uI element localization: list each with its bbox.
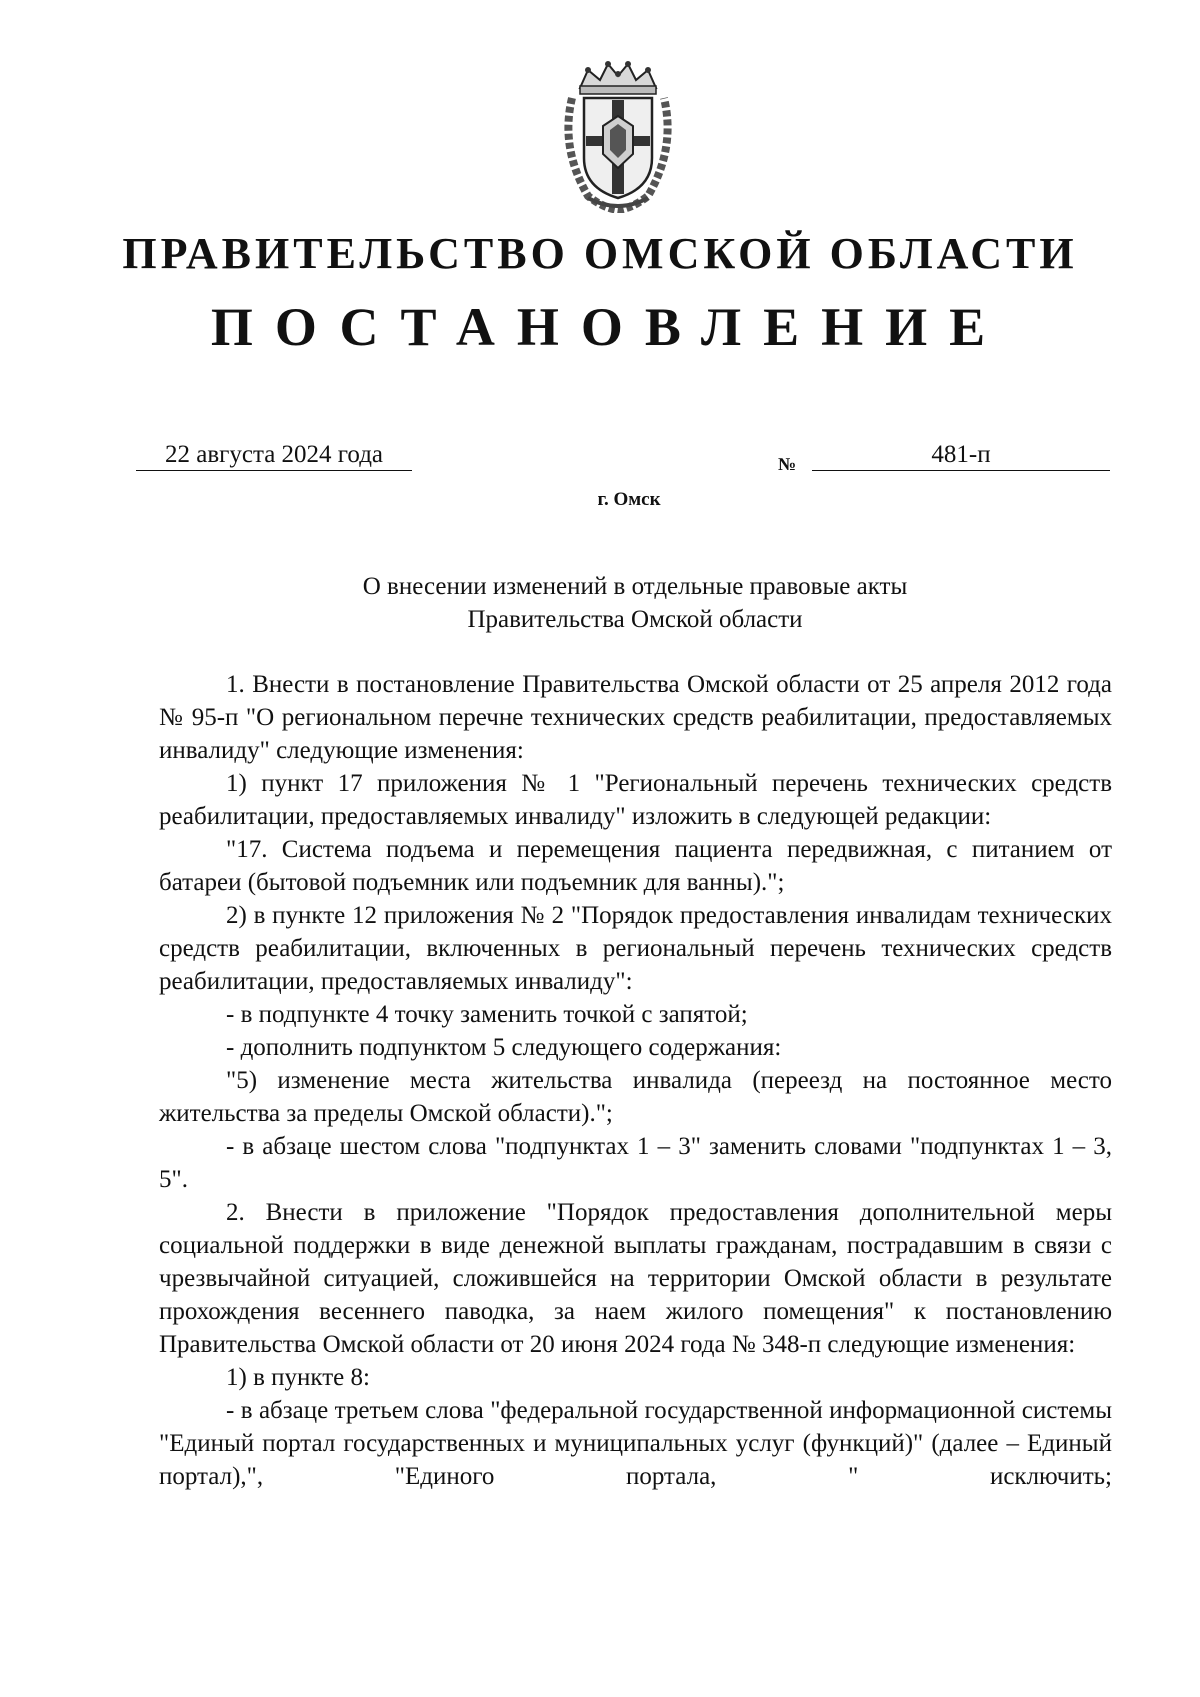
paragraph: "5) изменение места жительства инвалида (переезд на постоянное место жительства за пределы Омской области)."; bbox=[159, 1067, 1112, 1127]
document-subject bbox=[160, 570, 1110, 636]
paragraph: - в подпункте 4 точку заменить точкой с запятой; bbox=[226, 1001, 748, 1028]
document-body bbox=[159, 668, 1112, 1493]
paragraph: - в абзаце третьем слова "федеральной государственной информационной системы "Единый портал государственных и муниципальных услуг (функций)" (далее – Единый портал),", "Единого портала, " исключить; bbox=[159, 1397, 1112, 1490]
number-sign: № bbox=[778, 454, 797, 474]
subject-line: Правительства Омской области bbox=[467, 606, 803, 633]
paragraph: 2) в пункте 12 приложения № 2 "Порядок предоставления инвалидам технических средств реабилитации, включенных в региональный перечень технических средств реабилитации, предоставляемых инвалиду": bbox=[159, 902, 1112, 995]
paragraph: 1. Внести в постановление Правительства Омской области от 25 апреля 2012 года № 95-п "О региональном перечне технических средств реабилитации, предоставляемых инвалиду" следующие изменения: bbox=[159, 671, 1112, 764]
document-city: г. Омск bbox=[597, 489, 661, 510]
document-number: 481-п bbox=[812, 440, 1110, 471]
paragraph: 2. Внести в приложение "Порядок предоставления дополнительной меры социальной поддержки в виде денежной выплаты гражданам, пострадавшим в связи с чрезвычайной ситуацией, сложившейся на территории Омской области в результате прохождения весеннего паводка, за наем жилого помещения" к постановлению Правительства Омской области от 20 июня 2024 года № 348-п следующие изменения: bbox=[159, 1199, 1112, 1358]
paragraph: 1) пункт 17 приложения № 1 "Региональный перечень технических средств реабилитации, предоставляемых инвалиду" изложить в следующей редакции: bbox=[159, 770, 1112, 830]
paragraph: 1) в пункте 8: bbox=[226, 1364, 370, 1391]
paragraph: - дополнить подпунктом 5 следующего содержания: bbox=[226, 1034, 782, 1061]
organization-title: ПРАВИТЕЛЬСТВО ОМСКОЙ ОБЛАСТИ bbox=[122, 229, 1078, 278]
coat-of-arms-icon bbox=[558, 58, 678, 213]
subject-line: О внесении изменений в отдельные правовые акты bbox=[362, 573, 908, 600]
paragraph: "17. Система подъема и перемещения пациента передвижная, с питанием от батареи (бытовой подъемник или подъемник для ванны)."; bbox=[159, 836, 1112, 896]
document-date: 22 августа 2024 года bbox=[136, 440, 412, 471]
paragraph: - в абзаце шестом слова "подпунктах 1 – 3" заменить словами "подпунктах 1 – 3, 5". bbox=[159, 1133, 1112, 1193]
document-type-heading: ПОСТАНОВЛЕНИЕ bbox=[210, 297, 1008, 357]
